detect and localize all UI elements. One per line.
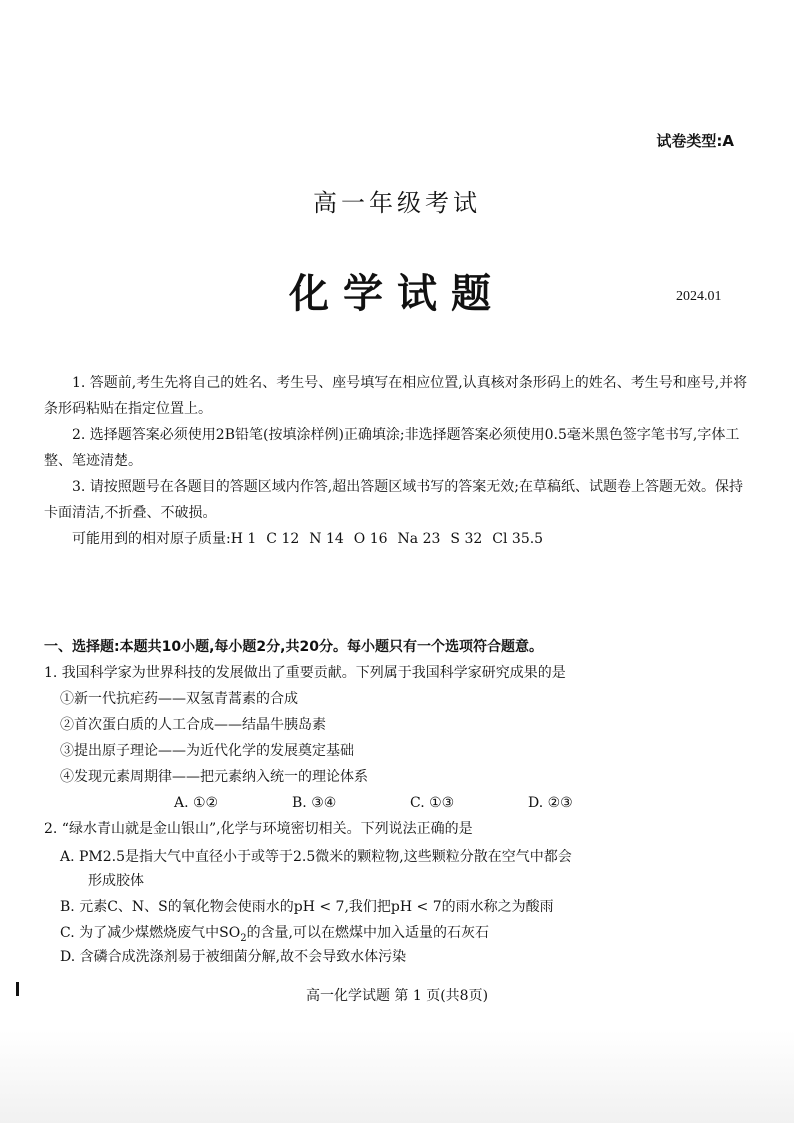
choice-a[interactable]: A. ①②	[174, 795, 219, 811]
question-1-item: ③提出原子理论——为近代化学的发展奠定基础	[60, 743, 354, 759]
question-1-item: ④发现元素周期律——把元素纳入统一的理论体系	[60, 769, 368, 785]
option-c-text: C. 为了减少煤燃烧废气中SO	[60, 925, 241, 941]
atomic-mass-item: H 1	[230, 531, 257, 547]
atomic-mass-item: C 12	[266, 531, 300, 547]
question-1-item: ①新一代抗疟药——双氢青蒿素的合成	[60, 691, 298, 707]
instruction-item: 1. 答题前,考生先将自己的姓名、考生号、座号填写在相应位置,认真核对条形码上的姓名、考生号和座号,并将条形码粘贴在指定位置上。	[44, 375, 748, 417]
question-2-option-d[interactable]: D. 含磷合成洗涤剂易于被细菌分解,故不会导致水体污染	[60, 949, 407, 965]
choice-c[interactable]: C. ①③	[410, 795, 455, 811]
question-2-option-a-continued: 形成胶体	[88, 873, 144, 889]
exam-subtitle: 高一年级考试	[313, 189, 481, 217]
subscript-2: 2	[240, 932, 247, 944]
question-2-stem: 2. “绿水青山就是金山银山”,化学与环境密切相关。下列说法正确的是	[44, 821, 473, 837]
question-2-option-b[interactable]: B. 元素C、N、S的氧化物会使雨水的pH < 7,我们把pH < 7的雨水称之为酸雨	[60, 899, 554, 915]
choice-b[interactable]: B. ③④	[292, 795, 337, 811]
paper-type-label: 试卷类型:A	[656, 132, 734, 150]
section-heading: 一、选择题:本题共10小题,每小题2分,共20分。每小题只有一个选项符合题意。	[44, 639, 543, 655]
exam-date: 2024.01	[676, 289, 722, 304]
question-2-option-a[interactable]: A. PM2.5是指大气中直径小于或等于2.5微米的颗粒物,这些颗粒分散在空气中都会	[60, 849, 572, 865]
atomic-mass-item: Na 23	[397, 531, 441, 547]
question-1-stem: 1. 我国科学家为世界科技的发展做出了重要贡献。下列属于我国科学家研究成果的是	[44, 665, 566, 681]
atomic-mass-line	[44, 526, 752, 552]
question-1-choices	[174, 795, 714, 811]
question-1-item: ②首次蛋白质的人工合成——结晶牛胰岛素	[60, 717, 326, 733]
page-footer: 高一化学试题 第 1 页(共8页)	[305, 988, 489, 1004]
instruction-item: 3. 请按照题号在各题目的答题区域内作答,超出答题区域书写的答案无效;在草稿纸、试题卷上答题无效。保持卡面清洁,不折叠、不破损。	[44, 479, 743, 521]
option-c-text-rest: 的含量,可以在燃煤中加入适量的石灰石	[246, 925, 490, 941]
atomic-mass-item: O 16	[353, 531, 388, 547]
atomic-mass-item: Cl 35.5	[492, 531, 544, 547]
atomic-mass-label: 可能用到的相对原子质量:	[72, 531, 231, 547]
atomic-mass-item: N 14	[309, 531, 344, 547]
page-title: 化学试题	[289, 271, 505, 317]
instructions-block	[44, 370, 752, 552]
instruction-item: 2. 选择题答案必须使用2B铅笔(按填涂样例)正确填涂;非选择题答案必须使用0.5毫米黑色签字笔书写,字体工整、笔迹清楚。	[44, 427, 740, 469]
atomic-mass-item: S 32	[450, 531, 483, 547]
choice-d[interactable]: D. ②③	[528, 795, 573, 811]
scan-bottom-shade	[0, 1030, 794, 1123]
